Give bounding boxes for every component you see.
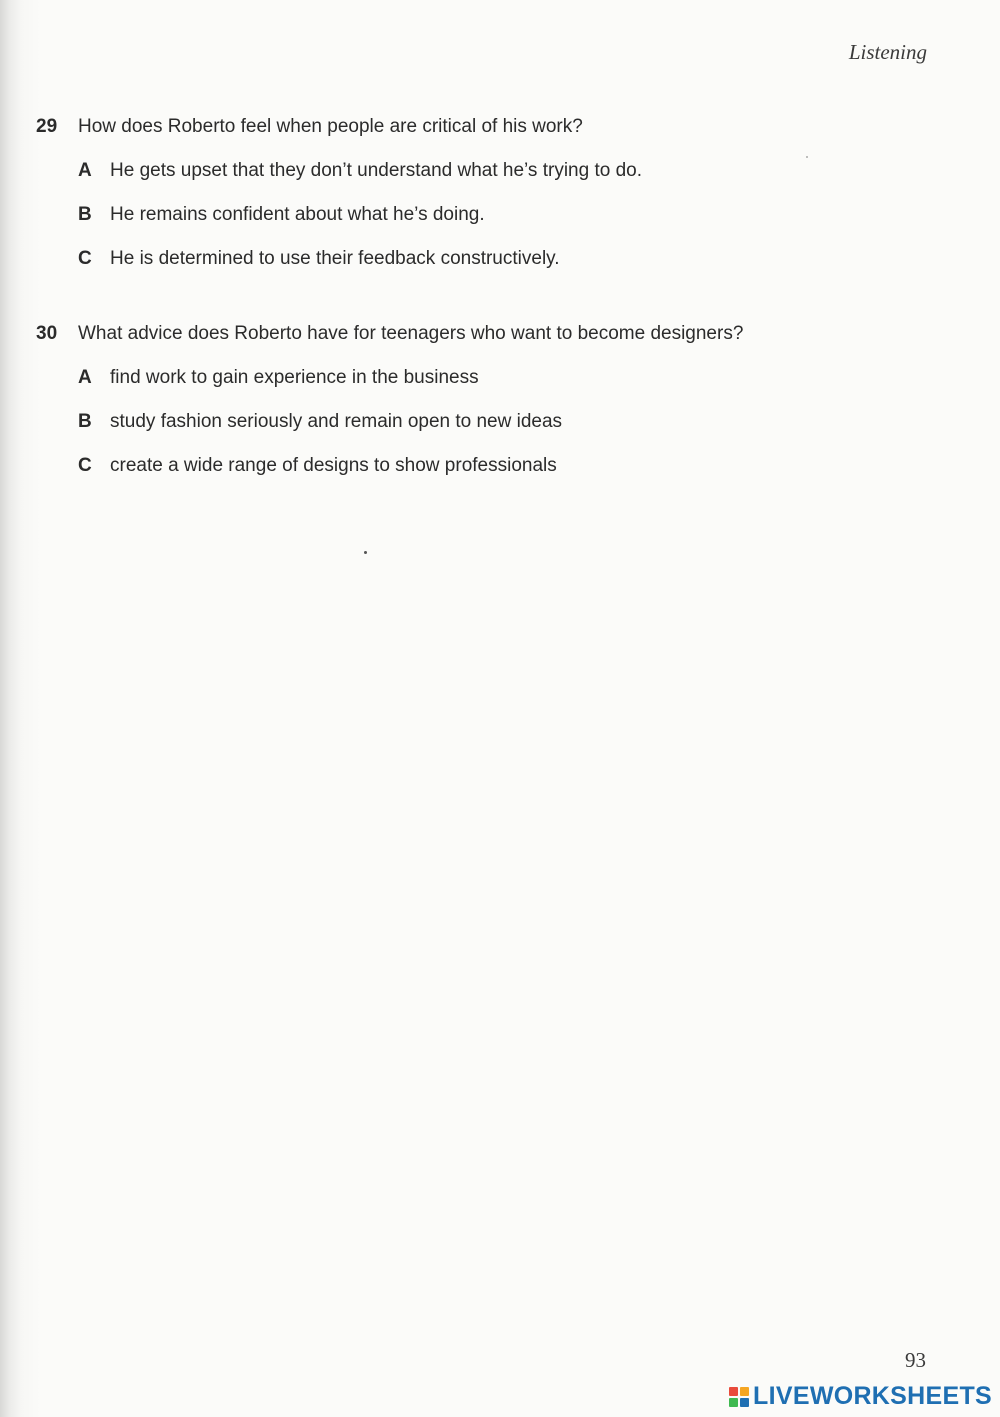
logo-square (740, 1398, 749, 1407)
option-text: study fashion seriously and remain open to new ideas (110, 411, 563, 432)
scan-speck (364, 551, 367, 554)
option-letter: B (78, 411, 92, 432)
option-list (36, 366, 936, 478)
option-a[interactable] (78, 159, 936, 183)
logo-square (729, 1398, 738, 1407)
scan-speck (806, 156, 808, 158)
liveworksheets-logo-icon (729, 1387, 749, 1407)
option-list (36, 159, 936, 271)
page-number: 93 (905, 1348, 926, 1372)
option-letter: C (78, 248, 92, 269)
option-b[interactable] (78, 203, 936, 227)
option-b[interactable] (78, 410, 936, 434)
question-number: 30 (36, 323, 58, 344)
option-letter: B (78, 204, 92, 225)
option-a[interactable] (78, 366, 936, 390)
question-text: How does Roberto feel when people are critical of his work? (78, 116, 583, 137)
logo-square (740, 1387, 749, 1396)
option-text: find work to gain experience in the business (110, 367, 479, 388)
question-30 (36, 322, 936, 498)
option-letter: A (78, 367, 92, 388)
option-text: create a wide range of designs to show professionals (110, 455, 557, 476)
option-text: He gets upset that they don’t understand what he’s trying to do. (110, 160, 642, 181)
section-title: Listening (848, 40, 927, 64)
liveworksheets-watermark[interactable] (729, 1382, 992, 1411)
question-29 (36, 115, 936, 291)
watermark-text: LIVEWORKSHEETS (753, 1382, 992, 1410)
question-stem (36, 322, 936, 346)
question-stem (36, 115, 936, 139)
question-number: 29 (36, 116, 58, 137)
logo-square (729, 1387, 738, 1396)
option-letter: A (78, 160, 92, 181)
option-letter: C (78, 455, 92, 476)
option-text: He is determined to use their feedback constructively. (110, 248, 560, 269)
option-text: He remains confident about what he’s doing. (110, 204, 485, 225)
question-text: What advice does Roberto have for teenagers who want to become designers? (78, 323, 744, 344)
option-c[interactable] (78, 247, 936, 271)
option-c[interactable] (78, 454, 936, 478)
